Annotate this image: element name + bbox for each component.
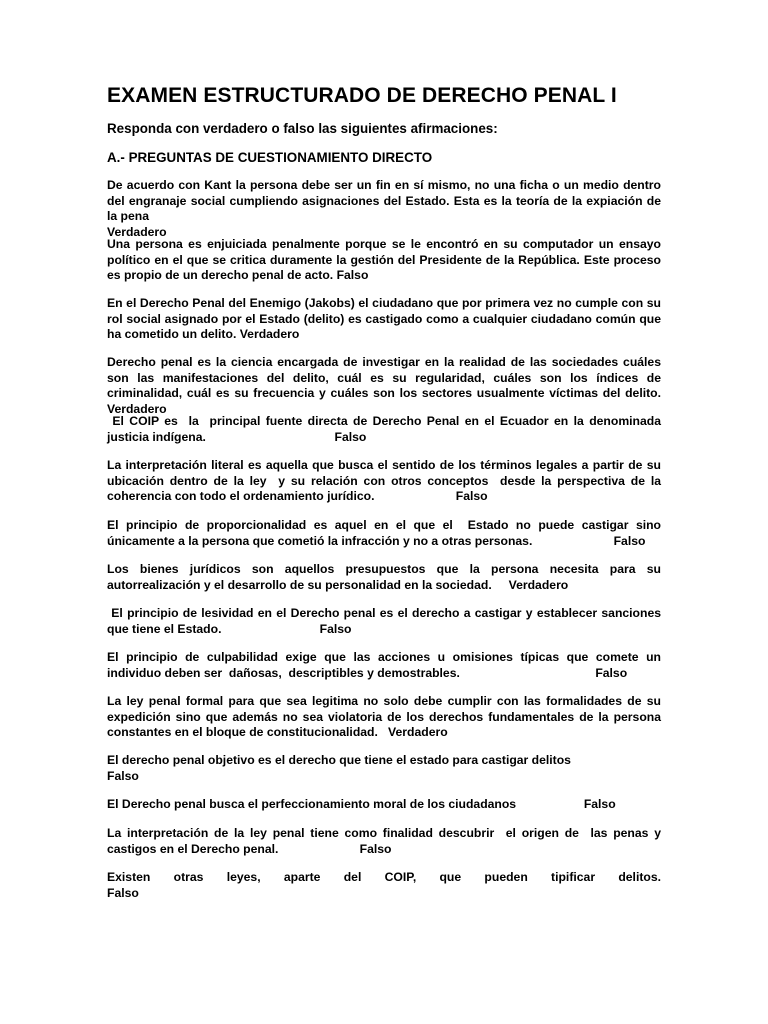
question-item-answer-line (107, 886, 661, 902)
question-item (107, 562, 665, 593)
question-text: El principio de lesividad en el Derecho penal es el derecho a castigar y establecer sanciones que tiene el Estado. (107, 606, 665, 636)
question-item (107, 826, 665, 857)
question-item (107, 694, 665, 741)
question-text: El principio de culpabilidad exige que las acciones u omisiones típicas que comete un individuo deben ser dañosas, descriptibles y demostrables. (107, 650, 665, 680)
question-text: Una persona es enjuiciada penalmente porque se le encontró en su computador un ensayo político en el que se critica duramente la gestión del Presidente de la República. Este proceso es propio de un derecho penal de acto. (107, 237, 661, 283)
answer-text: Falso (334, 429, 367, 444)
question-text: Derecho penal es la ciencia encargada de investigar en la realidad de las sociedades cuáles son las manifestaciones del delito, cuál es su regularidad, cuáles son los índices de criminalidad, cuál es su frecuencia y cuáles son los sectores usualmente víctimas del delito. (107, 355, 661, 401)
question-text: Existen otras leyes, aparte del COIP, que pueden tipificar delitos. (107, 870, 661, 884)
answer-text: Verdadero (107, 401, 167, 416)
answer-text: Falso (455, 489, 488, 504)
question-text: La interpretación de la ley penal tiene como finalidad descubrir el origen de las penas y castigos en el Derecho penal. (107, 826, 665, 856)
answer-text: Falso (107, 768, 139, 783)
exam-title: EXAMEN ESTRUCTURADO DE DERECHO PENAL I (107, 84, 617, 107)
question-item (107, 753, 661, 784)
question-item (107, 797, 661, 813)
answer-text: Verdadero (239, 327, 300, 342)
answer-text: Falso (107, 886, 139, 900)
answer-text: Falso (595, 665, 628, 680)
answer-text: Falso (359, 841, 392, 856)
question-item (107, 518, 665, 549)
question-text: En el Derecho Penal del Enemigo (Jakobs) el ciudadano que por primera vez no cumple con su rol social asignado por el Estado (delito) es castigado como a cualquier ciudadano común que ha cometido un delito. (107, 296, 661, 342)
question-text: El COIP es la principal fuente directa de Derecho Penal en el Ecuador en la denominada justicia indígena. (107, 414, 665, 444)
answer-text: Verdadero (107, 224, 167, 239)
question-item (107, 296, 661, 343)
question-text: El Derecho penal busca el perfeccionamiento moral de los ciudadanos (107, 797, 584, 811)
answer-text: Falso (613, 533, 646, 548)
question-item (107, 237, 661, 284)
answer-text: Verdadero (388, 725, 448, 740)
question-text: El derecho penal objetivo es el derecho que tiene el estado para castigar delitos (107, 753, 571, 767)
question-item (107, 414, 665, 445)
question-text: Los bienes jurídicos son aquellos presupuestos que la persona necesita para su autorrealización y el desarrollo de su personalidad en la sociedad. (107, 562, 665, 592)
question-text: La interpretación literal es aquella que busca el sentido de los términos legales a partir de su ubicación dentro de la ley y su relación con otros conceptos desde la perspectiva de la coherencia con todo el ordenamiento jurídico. (107, 458, 665, 504)
question-text: El principio de proporcionalidad es aquel en el que el Estado no puede castigar sino únicamente a la persona que cometió la infracción y no a otras personas. (107, 518, 665, 548)
answer-text: Verdadero (508, 577, 569, 592)
question-item (107, 178, 661, 240)
question-text: La ley penal formal para que sea legitima no solo debe cumplir con las formalidades de su expedición sino que además no sea violatoria de los derechos fundamentales de la persona constantes en el bloque de constitucionalidad. (107, 694, 665, 740)
answer-text: Falso (319, 621, 352, 636)
question-item (107, 355, 661, 417)
answer-text: Falso (583, 797, 616, 811)
question-text: De acuerdo con Kant la persona debe ser un fin en sí mismo, no una ficha o un medio dentro del engranaje social cumpliendo asignaciones del Estado. Esta es la teoría de la expiación de la pena (107, 178, 661, 224)
question-item (107, 650, 665, 681)
section-title: A.- PREGUNTAS DE CUESTIONAMIENTO DIRECTO (107, 150, 433, 165)
question-item (107, 458, 665, 505)
instruction-text: Responda con verdadero o falso las siguientes afirmaciones: (107, 121, 498, 136)
question-item (107, 606, 665, 637)
question-item (107, 870, 661, 886)
answer-text: Falso (336, 268, 369, 283)
